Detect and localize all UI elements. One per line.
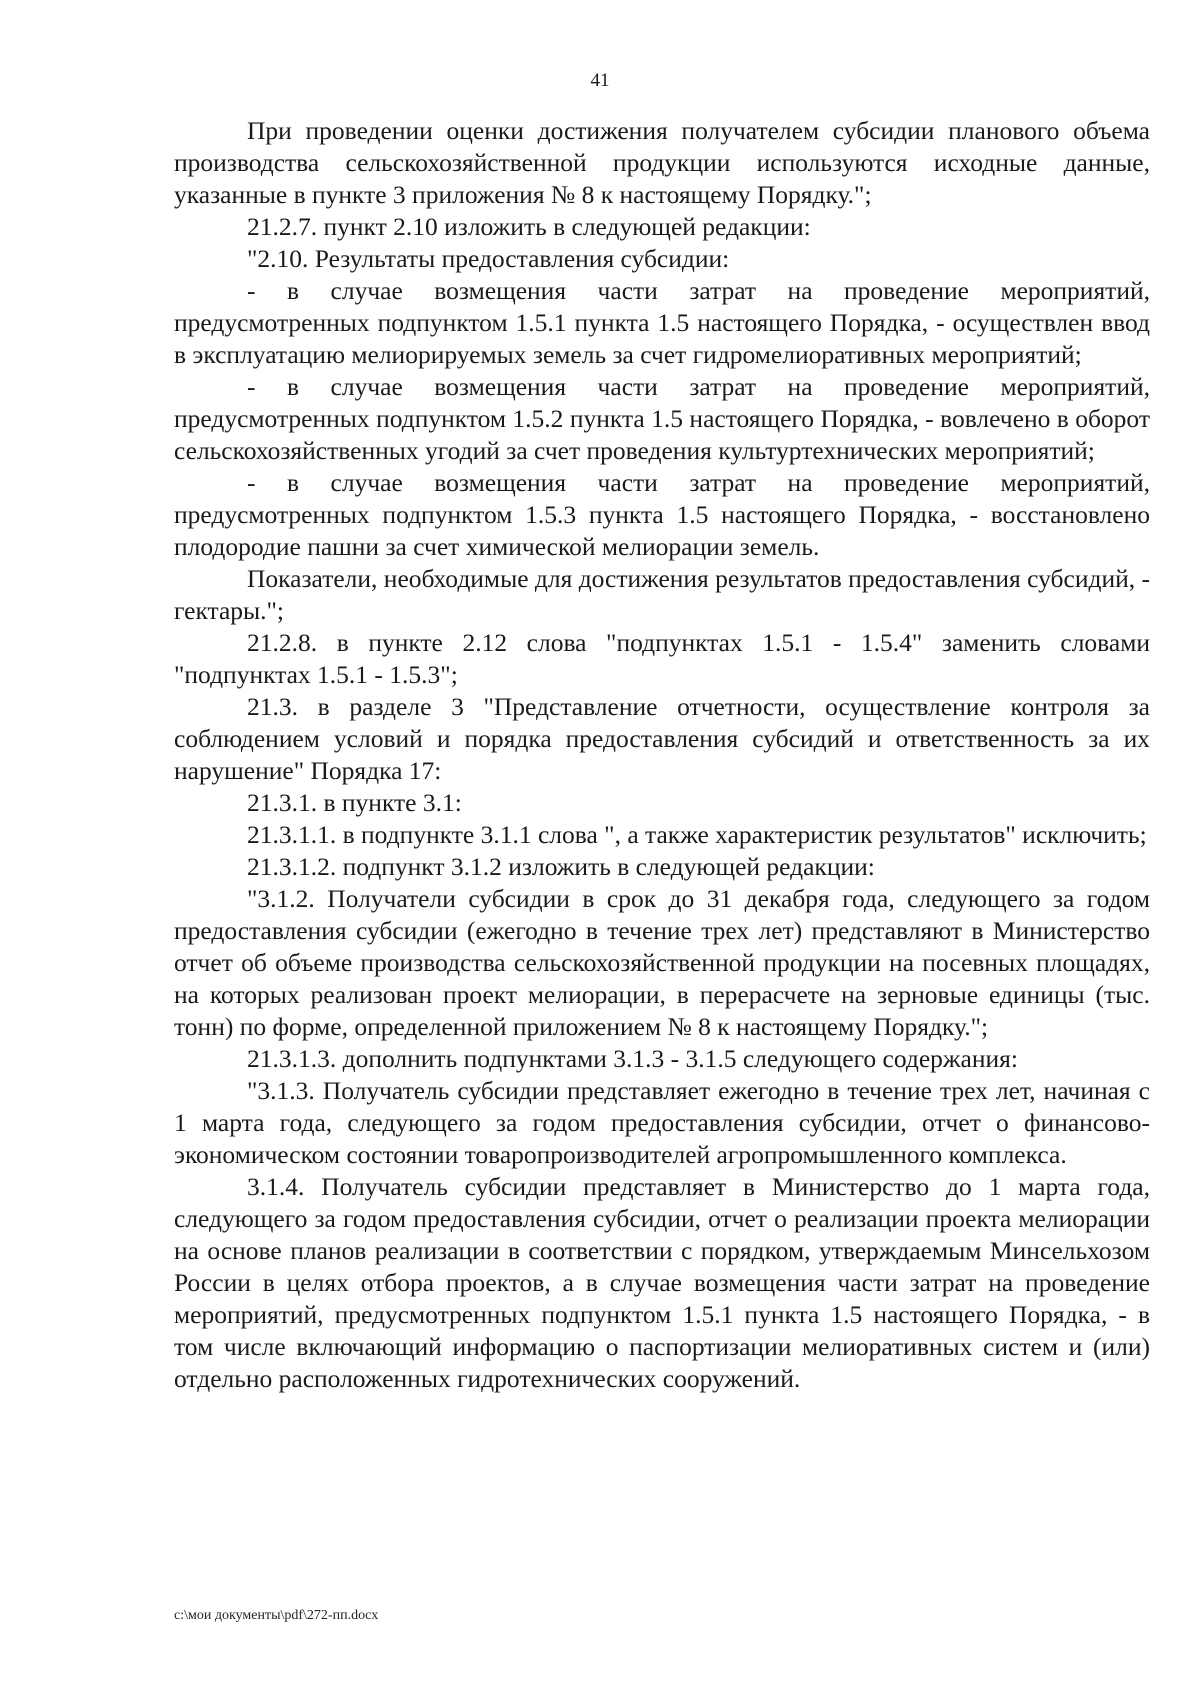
paragraph: "3.1.2. Получатели субсидии в срок до 31 декабря года, следующего за годом предоставления субсидии (ежегодно в течение трех лет) представляют в Министерство отчет об объеме производства сельскохозяйственной продукции на посевных площадях, на которых реализован проект мелиорации, в перерасчете на зерновые единицы (тыс. тонн) по форме, определенной приложением № 8 к настоящему Порядку."; <box>174 884 1150 1041</box>
paragraph: 21.3.1.3. дополнить подпунктами 3.1.3 - 3.1.5 следующего содержания: <box>247 1044 1018 1073</box>
paragraph: - в случае возмещения части затрат на проведение мероприятий, предусмотренных подпунктом 1.5.1 пункта 1.5 настоящего Порядка, - осуществлен ввод в эксплуатацию мелиорируемых земель за счет гидромелиоративных мероприятий; <box>174 276 1150 369</box>
paragraph: 21.3. в разделе 3 "Представление отчетности, осуществление контроля за соблюдением условий и порядка предоставления субсидий и ответственность за их нарушение" Порядка 17: <box>174 692 1150 785</box>
paragraph: 21.3.1.2. подпункт 3.1.2 изложить в следующей редакции: <box>247 852 875 881</box>
document-body <box>174 115 1150 1395</box>
paragraph: 21.2.8. в пункте 2.12 слова "подпунктах 1.5.1 - 1.5.4" заменить словами "подпунктах 1.5.1 - 1.5.3"; <box>174 628 1150 689</box>
paragraph: - в случае возмещения части затрат на проведение мероприятий, предусмотренных подпунктом 1.5.3 пункта 1.5 настоящего Порядка, - восстановлено плодородие пашни за счет химической мелиорации земель. <box>174 468 1150 561</box>
paragraph: 21.3.1.1. в подпункте 3.1.1 слова ", а также характеристик результатов" исключить; <box>247 820 1147 849</box>
paragraph: "2.10. Результаты предоставления субсидии: <box>247 244 730 273</box>
page-number: 41 <box>590 70 610 91</box>
paragraph: Показатели, необходимые для достижения результатов предоставления субсидий, - гектары."; <box>174 564 1150 625</box>
footer-file-path: c:\мои документы\pdf\272-пп.docx <box>174 1608 379 1623</box>
paragraph: 21.2.7. пункт 2.10 изложить в следующей редакции: <box>247 212 811 241</box>
paragraph: При проведении оценки достижения получателем субсидии планового объема производства сельскохозяйственной продукции используются исходные данные, указанные в пункте 3 приложения № 8 к настоящему Порядку."; <box>174 116 1150 209</box>
paragraph: 21.3.1. в пункте 3.1: <box>247 788 462 817</box>
paragraph: "3.1.3. Получатель субсидии представляет ежегодно в течение трех лет, начиная с 1 марта года, следующего за годом предоставления субсидии, отчет о финансово-экономическом состоянии товаропроизводителей агропромышленного комплекса. <box>174 1076 1150 1169</box>
paragraph: - в случае возмещения части затрат на проведение мероприятий, предусмотренных подпунктом 1.5.2 пункта 1.5 настоящего Порядка, - вовлечено в оборот сельскохозяйственных угодий за счет проведения культуртехнических мероприятий; <box>174 372 1150 465</box>
paragraph: 3.1.4. Получатель субсидии представляет в Министерство до 1 марта года, следующего за годом предоставления субсидии, отчет о реализации проекта мелиорации на основе планов реализации в соответствии с порядком, утверждаемым Минсельхозом России в целях отбора проектов, а в случае возмещения части затрат на проведение мероприятий, предусмотренных подпунктом 1.5.1 пункта 1.5 настоящего Порядка, - в том числе включающий информацию о паспортизации мелиоративных систем и (или) отдельно расположенных гидротехнических сооружений. <box>174 1172 1150 1393</box>
